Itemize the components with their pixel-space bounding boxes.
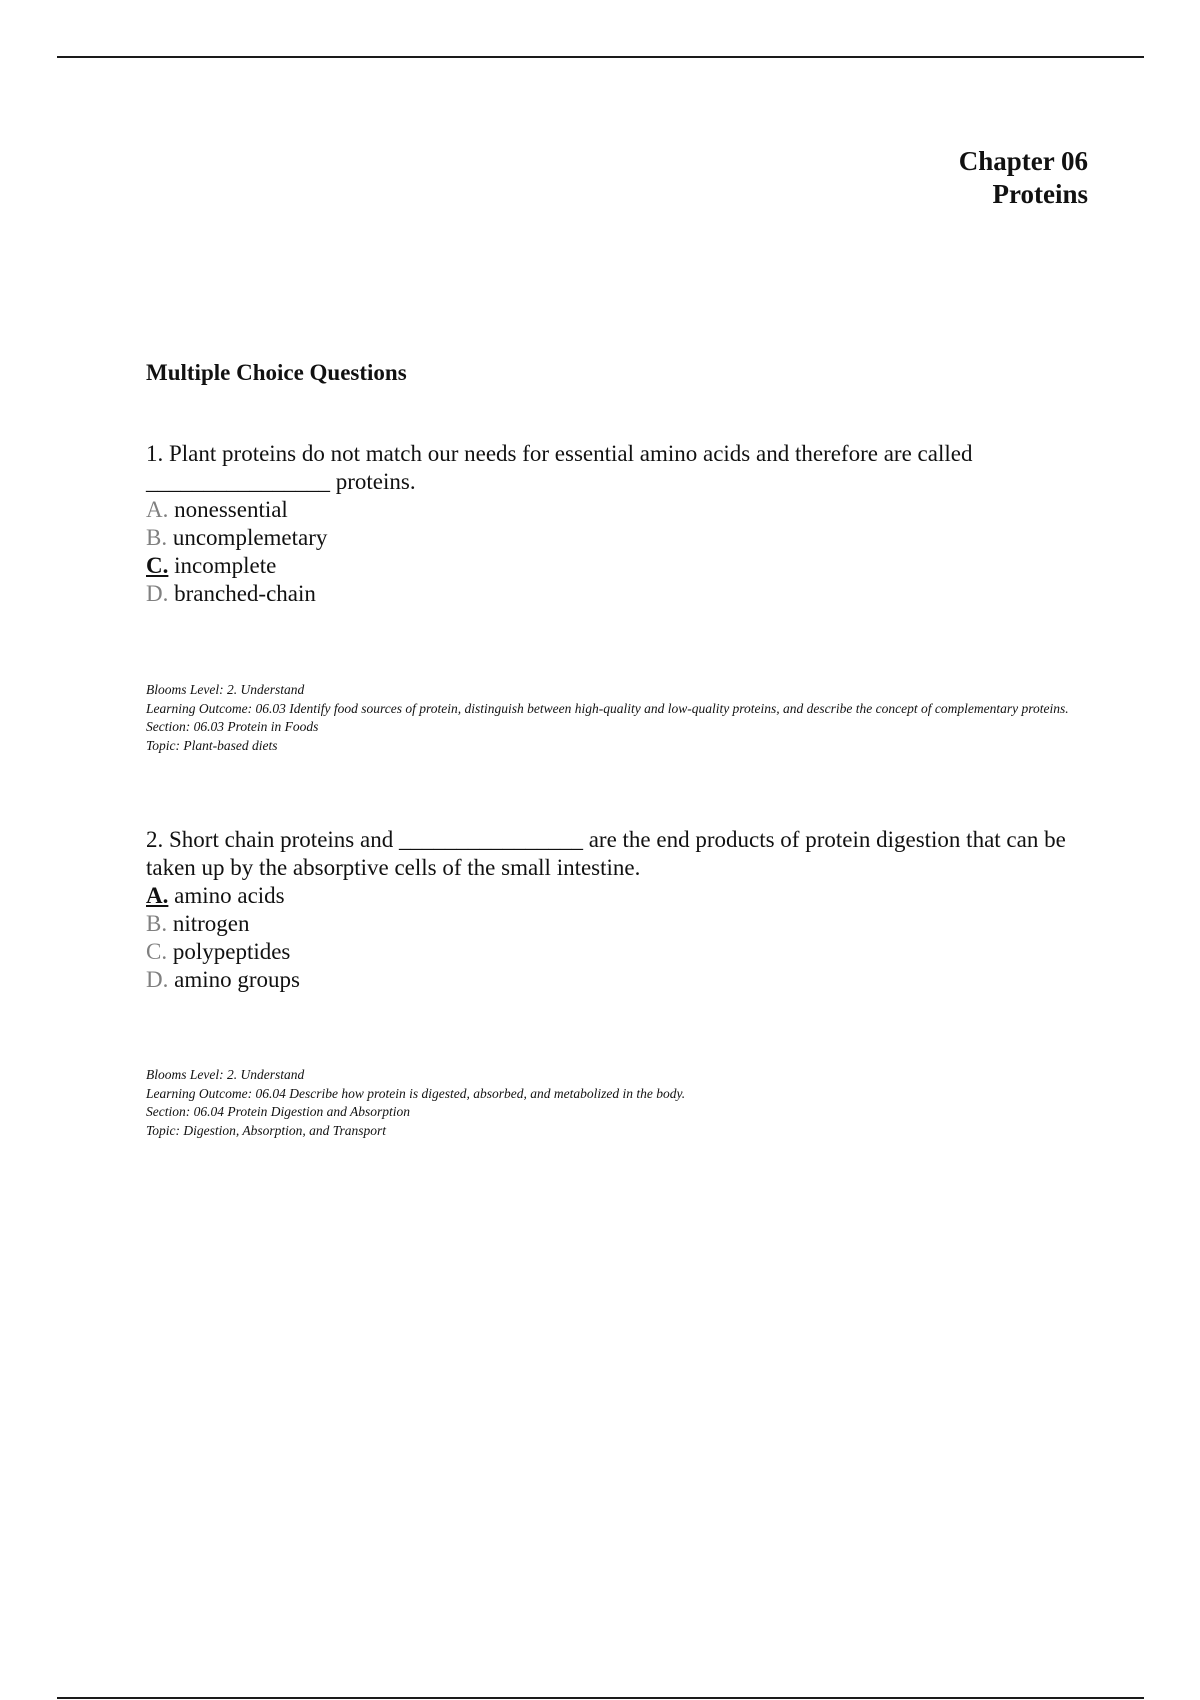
- learning-outcome: Learning Outcome: 06.04 Describe how protein is digested, absorbed, and metabolized in the body.: [146, 1085, 686, 1101]
- option-text: nitrogen: [172, 911, 250, 936]
- option-letter: B.: [146, 525, 168, 550]
- option-b[interactable]: [146, 524, 1086, 552]
- question-stem: 1. Plant proteins do not match our needs for essential amino acids and therefore are called ________________ proteins.: [146, 441, 973, 494]
- option-letter: B.: [146, 911, 168, 936]
- chapter-title: Proteins: [992, 179, 1088, 209]
- chapter-heading: [959, 145, 1088, 211]
- option-letter: A.: [146, 883, 169, 908]
- option-letter: A.: [146, 497, 169, 522]
- section-ref: Section: 06.03 Protein in Foods: [146, 719, 319, 734]
- option-d[interactable]: [146, 966, 1086, 994]
- topic: Topic: Digestion, Absorption, and Transport: [146, 1122, 387, 1138]
- blooms-level: Blooms Level: 2. Understand: [146, 1067, 305, 1082]
- option-c[interactable]: [146, 938, 1086, 966]
- answer-options: [146, 882, 1086, 994]
- option-d[interactable]: [146, 580, 1086, 608]
- option-text: branched-chain: [174, 581, 316, 606]
- question-stem: 2. Short chain proteins and ________________ are the end products of protein digestion that can be taken up by the absorptive cells of the small intestine.: [146, 827, 1066, 880]
- option-b[interactable]: [146, 910, 1086, 938]
- option-a[interactable]: [146, 496, 1086, 524]
- option-text: incomplete: [174, 553, 277, 578]
- topic: Topic: Plant-based diets: [146, 737, 278, 753]
- section-ref: Section: 06.04 Protein Digestion and Absorption: [146, 1104, 410, 1119]
- top-rule: [57, 56, 1144, 58]
- question-1-metadata: [146, 681, 1091, 755]
- option-text: amino acids: [174, 883, 285, 908]
- option-a-correct[interactable]: [146, 882, 1086, 910]
- option-letter: C.: [146, 553, 169, 578]
- question-1: [146, 440, 1086, 608]
- option-text: nonessential: [174, 497, 288, 522]
- option-text: amino groups: [174, 967, 300, 992]
- question-2: [146, 826, 1086, 994]
- answer-options: [146, 496, 1086, 608]
- option-letter: D.: [146, 967, 169, 992]
- option-c-correct[interactable]: [146, 552, 1086, 580]
- learning-outcome: Learning Outcome: 06.03 Identify food sources of protein, distinguish between high-quality and low-quality proteins, and describe the concept of complementary proteins.: [146, 700, 1069, 716]
- question-2-metadata: [146, 1066, 1091, 1140]
- blooms-level: Blooms Level: 2. Understand: [146, 682, 305, 697]
- option-letter: C.: [146, 939, 168, 964]
- chapter-number: Chapter 06: [958, 146, 1088, 176]
- option-text: uncomplemetary: [172, 525, 328, 550]
- bottom-rule: [57, 1697, 1144, 1699]
- option-letter: D.: [146, 581, 169, 606]
- section-title: Multiple Choice Questions: [146, 360, 407, 385]
- option-text: polypeptides: [172, 939, 291, 964]
